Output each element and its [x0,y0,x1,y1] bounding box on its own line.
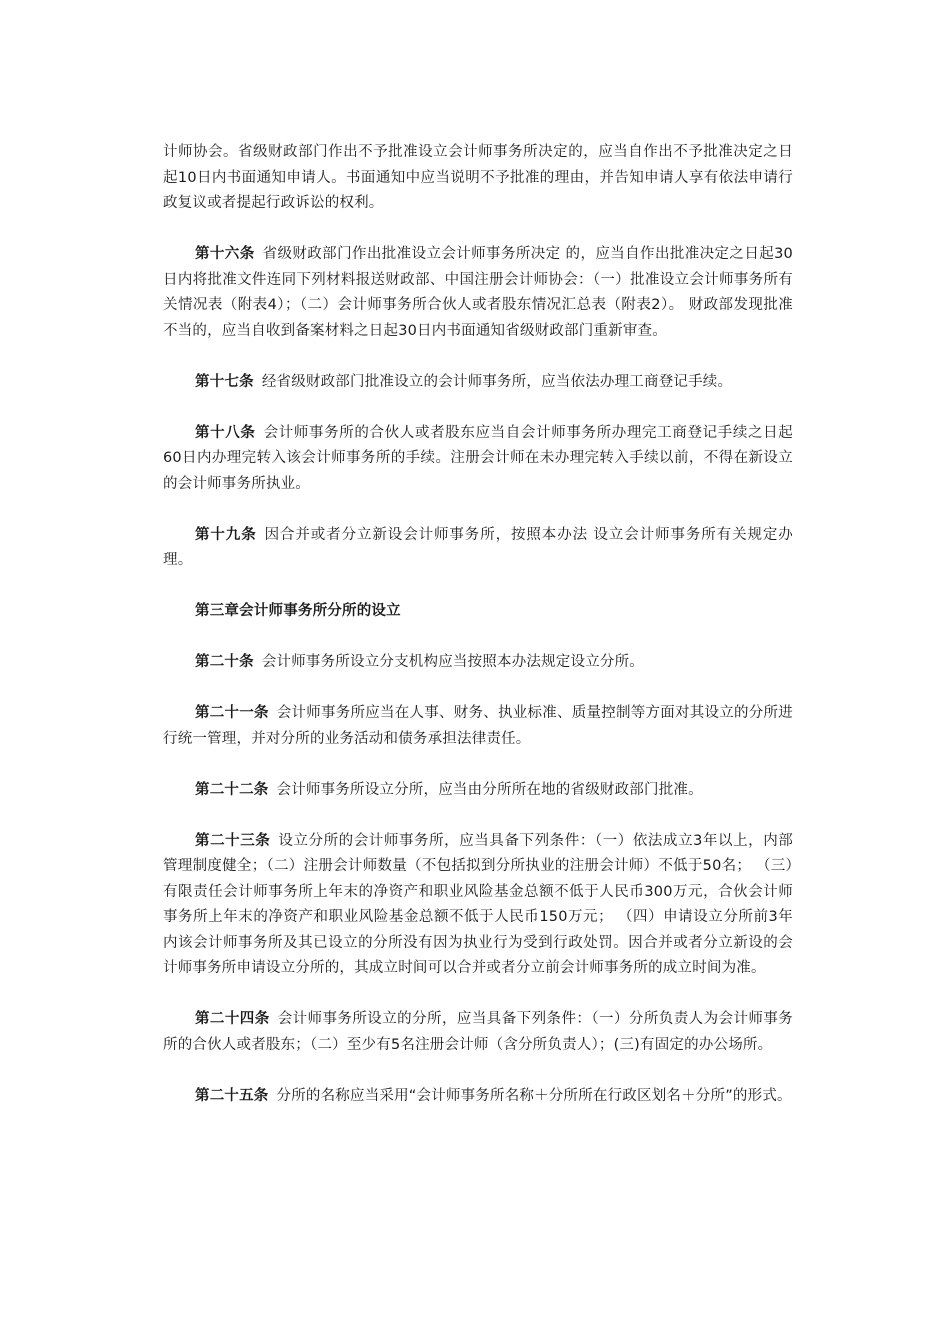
article-text: 会计师事务所的合伙人或者股东应当自会计师事务所办理完工商登记手续之日起60日内办理完转入该会计师事务所的手续。注册会计师在未办理完转入手续以前，不得在新设立的会计师事务所执业。 [163,424,793,492]
article-23 [163,829,793,982]
article-text: 会计师事务所设立的分所，应当具备下列条件：（一）分所负责人为会计师事务所的合伙人或者股东；（二）至少有5名注册会计师（含分所负责人）；(三)有固定的办公场所。 [163,1011,793,1053]
article-number: 第二十五条 [195,1087,269,1104]
article-number: 第二十四条 [195,1011,270,1027]
article-20 [163,650,793,676]
article-22 [163,778,793,804]
article-24 [163,1007,793,1058]
article-21 [163,701,793,752]
article-text: 经省级财政部门批准设立的会计师事务所，应当依法办理工商登记手续。 [261,373,733,390]
article-text: 会计师事务所设立分所，应当由分所所在地的省级财政部门批准。 [276,781,703,798]
article-number: 第二十一条 [195,705,269,721]
document-page [163,140,793,1109]
article-number: 第十六条 [195,246,255,262]
paragraph-text: 计师协会。省级财政部门作出不予批准设立会计师事务所决定的，应当自作出不予批准决定之日起10日内书面通知申请人。书面通知中应当说明不予批准的理由，并告知申请人享有依法申请行政复议或者提起行政诉讼的权利。 [163,144,793,211]
article-number: 第二十二条 [195,781,269,798]
article-text: 会计师事务所应当在人事、财务、执业标准、质量控制等方面对其设立的分所进行统一管理，并对分所的业务活动和债务承担法律责任。 [163,705,794,747]
article-19 [163,523,793,574]
article-number: 第十七条 [195,373,254,390]
article-18 [163,421,793,498]
chapter-heading [163,599,793,625]
article-16 [163,242,793,344]
paragraph-continuation [163,140,793,217]
article-text: 省级财政部门作出批准设立会计师事务所决定 的，应当自作出批准决定之日起30日内将批准文件连同下列材料报送财政部、中国注册会计师协会：（一）批准设立会计师事务所有关情况表（附表4）；（二）会计师事务所合伙人或者股东情况汇总表（附表2）。 财政部发现批准不当的，应当自收到备案材料之日起30日内书面通知省级财政部门重新审查。 [163,246,793,339]
article-text: 因合并或者分立新设会计师事务所，按照本办法 设立会计师事务所有关规定办理。 [163,526,793,568]
article-number: 第二十三条 [195,832,271,849]
chapter-title: 第三章会计师事务所分所的设立 [195,603,401,619]
article-text: 会计师事务所设立分支机构应当按照本办法规定设立分所。 [261,654,645,670]
article-text: 分所的名称应当采用“会计师事务所名称＋分所所在行政区划名＋分所”的形式。 [276,1087,792,1104]
article-number: 第十八条 [195,424,256,441]
article-25 [163,1084,793,1110]
article-number: 第十九条 [195,526,257,543]
article-number: 第二十条 [195,654,254,670]
article-17 [163,370,793,396]
article-text: 设立分所的会计师事务所，应当具备下列条件：（一）依法成立3年以上，内部管理制度健全；（二）注册会计师数量（不包括拟到分所执业的注册会计师）不低于50名； （三）有限责任会计师事务所上年末的净资产和职业风险基金总额不低于人民币300万元，合伙会计师事务所上年末的净资产和职业风险基金总额不低于人民币150万元； （四）申请设立分所前3年内该会计师事务所及其已设立的分所没有因为执业行为受到行政处罚。因合并或者分立新设的会计师事务所申请设立分所的，其成立时间可以合并或者分立前会计师事务所的成立时间为准。 [163,832,794,976]
